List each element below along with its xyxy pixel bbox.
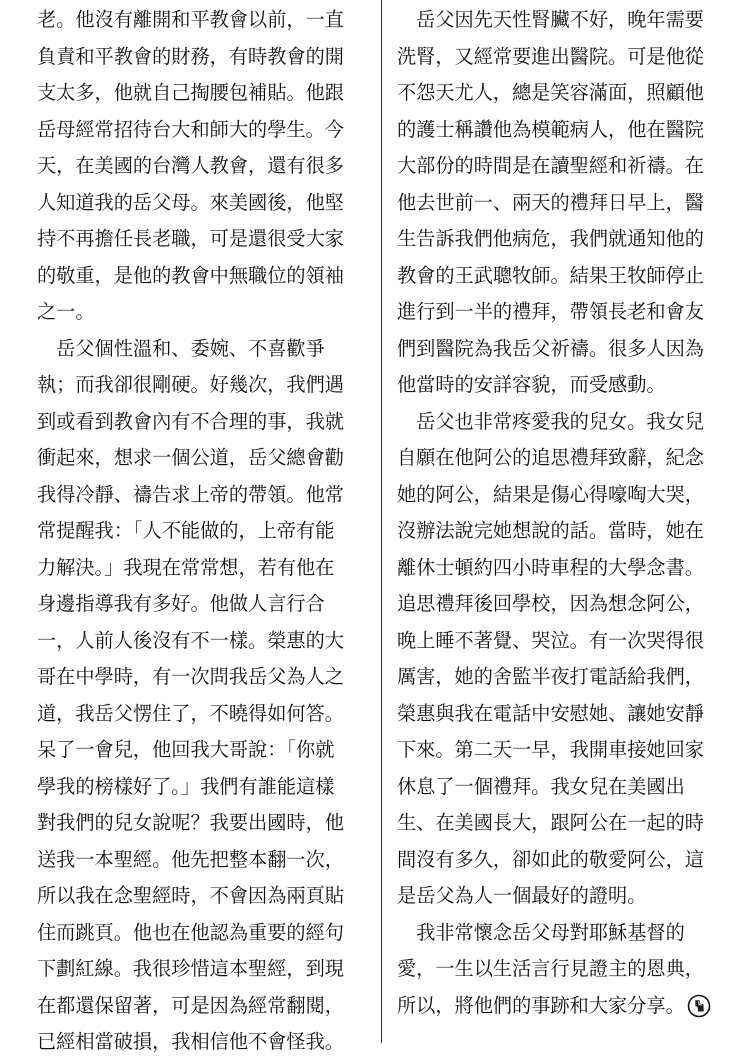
text-line: 老。他沒有離開和平教會以前，一直 — [37, 8, 344, 31]
text-line: 進行到一半的禮拜，帶領長老和會友 — [397, 300, 704, 323]
text-line: 常提醒我：「人不能做的，上帝有能 — [37, 519, 335, 542]
text-line: 間沒有多久，卻如此的敬愛阿公，這 — [397, 847, 704, 871]
text-line: 送我一本聖經。他先把整本翻一次， — [37, 847, 344, 871]
text-line: 愛，一生以生活言行見證主的恩典， — [397, 957, 704, 980]
text-line: 沒辦法說完她想說的話。當時，她在 — [397, 519, 704, 542]
text-line: 她的阿公，結果是傷心得嚎啕大哭， — [397, 482, 704, 506]
text-line: 持不再擔任長老職，可是還很受大家 — [37, 227, 344, 250]
text-line: 不怨天尤人，總是笑容滿面，照顧他 — [397, 81, 704, 104]
text-line: 下來。第二天一早，我開車接她回家 — [397, 738, 704, 761]
text-line: 生告訴我們他病危，我們就通知他的 — [397, 227, 704, 250]
text-line: 追思禮拜後回學校，因為想念阿公， — [397, 592, 704, 615]
text-line: 自願在他阿公的追思禮拜致辭，紀念 — [397, 446, 704, 469]
text-line: 我非常懷念岳父母對耶穌基督的 — [397, 920, 685, 944]
text-line: 所以，將他們的事跡和大家分享。 — [397, 993, 685, 1017]
text-line: 之一。 — [37, 300, 95, 323]
text-line: 執；而我卻很剛硬。好幾次，我們遇 — [37, 373, 344, 396]
text-line: 的護士稱讚他為模範病人，他在醫院 — [397, 117, 704, 141]
text-line: 下劃紅線。我很珍惜這本聖經，到現 — [37, 957, 344, 980]
text-line: 學我的榜樣好了。」我們有誰能這樣 — [37, 774, 335, 798]
text-line: 負責和平教會的財務，有時教會的開 — [37, 44, 344, 68]
text-line: 已經相當破損，我相信他不會怪我。 — [37, 1030, 344, 1053]
end-of-article-icon — [687, 994, 711, 1031]
text-line: 岳父因先天性腎臟不好，晚年需要 — [397, 8, 704, 31]
column-divider — [381, 0, 382, 1043]
text-line: 道，我岳父愣住了，不曉得如何答。 — [37, 701, 344, 725]
text-line: 衝起來，想求一個公道，岳父總會勸 — [37, 446, 344, 469]
text-line: 哥在中學時，有一次問我岳父為人之 — [37, 665, 344, 688]
text-line: 支太多，他就自己掏腰包補貼。他跟 — [37, 81, 344, 104]
text-line: 岳父個性溫和、委婉、不喜歡爭 — [37, 336, 325, 360]
text-line: 住而跳頁。他也在他認為重要的經句 — [37, 920, 344, 944]
text-line: 天，在美國的台灣人教會，還有很多 — [37, 154, 344, 177]
text-line: 厲害，她的舍監半夜打電話給我們， — [397, 665, 704, 688]
text-line: 呆了一會兒，他回我大哥說：「你就 — [37, 738, 335, 761]
text-line: 岳母經常招待台大和師大的學生。今 — [37, 117, 344, 141]
text-line: 力解決。」我現在常常想，若有他在 — [37, 555, 335, 579]
text-line: 我得冷靜、禱告求上帝的帶領。他常 — [37, 482, 344, 506]
text-line: 休息了一個禮拜。我女兒在美國出 — [397, 774, 685, 798]
text-line: 洗腎，又經常要進出醫院。可是他從 — [397, 44, 704, 68]
text-line: 到或看到教會內有不合理的事，我就 — [37, 409, 344, 433]
text-line: 他當時的安詳容貌，而受感動。 — [397, 373, 666, 396]
text-line: 所以我在念聖經時，不會因為兩頁貼 — [37, 884, 344, 907]
left-column — [37, 2, 382, 1061]
text-line: 一，人前人後沒有不一樣。榮惠的大 — [37, 628, 344, 652]
right-column — [397, 2, 742, 1024]
last-text-line — [397, 988, 742, 1025]
text-line: 晚上睡不著覺、哭泣。有一次哭得很 — [397, 628, 704, 652]
text-line: 岳父也非常疼愛我的兒女。我女兒 — [397, 409, 704, 433]
text-line: 人知道我的岳父母。來美國後，他堅 — [37, 190, 344, 214]
text-line: 他去世前一、兩天的禮拜日早上，醫 — [397, 190, 704, 214]
text-line: 大部份的時間是在讀聖經和祈禱。在 — [397, 154, 704, 177]
text-line: 的敬重，是他的教會中無職位的領袖 — [37, 263, 344, 287]
text-line: 教會的王武聰牧師。結果王牧師停止 — [397, 263, 704, 287]
text-line: 生、在美國長大，跟阿公在一起的時 — [397, 811, 704, 834]
text-line: 榮惠與我在電話中安慰她、讓她安靜 — [397, 701, 704, 725]
text-line: 們到醫院為我岳父祈禱。很多人因為 — [397, 336, 704, 360]
text-line: 對我們的兒女說呢？我要出國時，他 — [37, 811, 344, 834]
text-line: 在都還保留著，可是因為經常翻閱， — [37, 993, 344, 1017]
text-line: 身邊指導我有多好。他做人言行合 — [37, 592, 325, 615]
text-line: 離休士頓約四小時車程的大學念書。 — [397, 555, 704, 579]
text-line: 是岳父為人一個最好的證明。 — [397, 884, 647, 907]
